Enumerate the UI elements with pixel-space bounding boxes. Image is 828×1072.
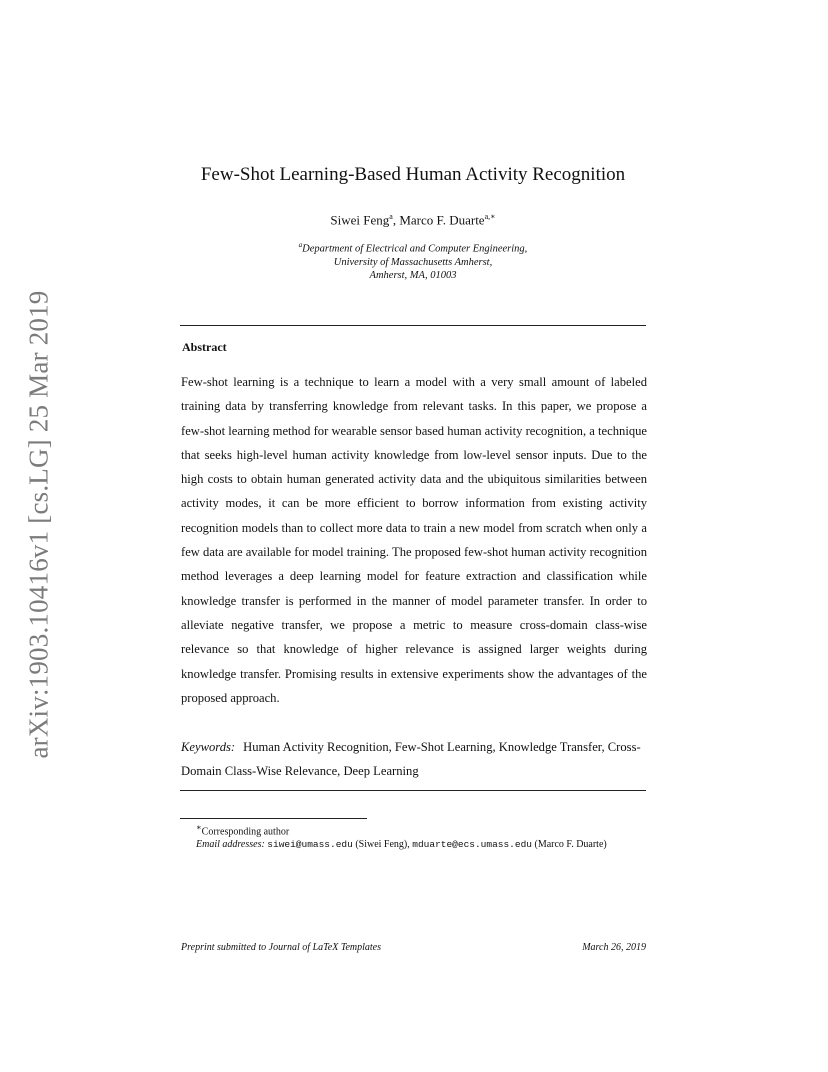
abstract-heading: Abstract [182, 340, 227, 354]
corresponding-author-text: Corresponding author [201, 826, 290, 838]
keywords-block [181, 735, 647, 783]
corresponding-mark: ∗ [196, 823, 202, 832]
author-list [180, 212, 646, 228]
keywords-text: Human Activity Recognition, Few-Shot Learning, Knowledge Transfer, Cross-Domain Class-Wise Relevance, Deep Learning [181, 740, 641, 778]
arxiv-identifier-text: arXiv:1903.10416v1 [cs.LG] 25 Mar 2019 [23, 289, 54, 759]
email-owner: (Marco F. Duarte) [534, 838, 607, 850]
email-link[interactable]: mduarte@ecs.umass.edu [412, 838, 532, 850]
affiliation-line: University of Massachusetts Amherst, [333, 256, 493, 268]
paper-title: Few-Shot Learning-Based Human Activity Recognition [200, 164, 626, 185]
affiliation-mark: a [298, 241, 303, 249]
email-link[interactable]: siwei@umass.edu [267, 838, 353, 850]
arxiv-identifier-stamp [16, 284, 62, 764]
affiliation-line [180, 239, 646, 256]
preprint-notice: Preprint submitted to Journal of LaTeX Templates [181, 942, 382, 953]
author-name: Marco F. Duarte [399, 212, 485, 228]
author-affiliation-mark: a [389, 212, 393, 221]
author-separator: , [392, 212, 400, 228]
affiliation-block [180, 239, 646, 282]
affiliation-department: Department of Electrical and Computer Engineering, [302, 243, 528, 255]
abstract-top-rule [180, 325, 646, 326]
preprint-date: March 26, 2019 [582, 942, 646, 953]
footnote-rule [180, 818, 367, 819]
email-owner: (Siwei Feng), [355, 838, 410, 850]
footnotes-block [180, 822, 650, 851]
abstract-bottom-rule [180, 790, 646, 791]
abstract-body: Few-shot learning is a technique to learn a model with a very small amount of labeled training data by transferring knowledge from relevant tasks. In this paper, we propose a few-shot learning method for wearable sensor based human activity recognition, a technique that seeks high-level human activity knowledge from low-level sensor inputs. Due to the high costs to obtain human generated activity data and the ubiquitous similarities between activity modes, it can be more efficient to borrow information from existing activity recognition models than to collect more data to train a new model from scratch when only a few data are available for model training. The proposed few-shot human activity recognition method leverages a deep learning model for feature extraction and classification while knowledge transfer is performed in the manner of model parameter transfer. In order to alleviate negative transfer, we propose a metric to measure cross-domain class-wise relevance so that knowledge of higher relevance is assigned larger weights during knowledge transfer. Promising results in extensive experiments show the advantages of the proposed approach. [181, 375, 647, 705]
author-affiliation-mark: a,∗ [484, 212, 496, 221]
corresponding-author-note [180, 822, 650, 839]
email-label: Email addresses: [196, 838, 265, 850]
author-name: Siwei Feng [330, 212, 390, 228]
email-addresses-note [180, 839, 650, 852]
affiliation-line: Amherst, MA, 01003 [369, 269, 457, 281]
keywords-label: Keywords: [181, 740, 236, 754]
